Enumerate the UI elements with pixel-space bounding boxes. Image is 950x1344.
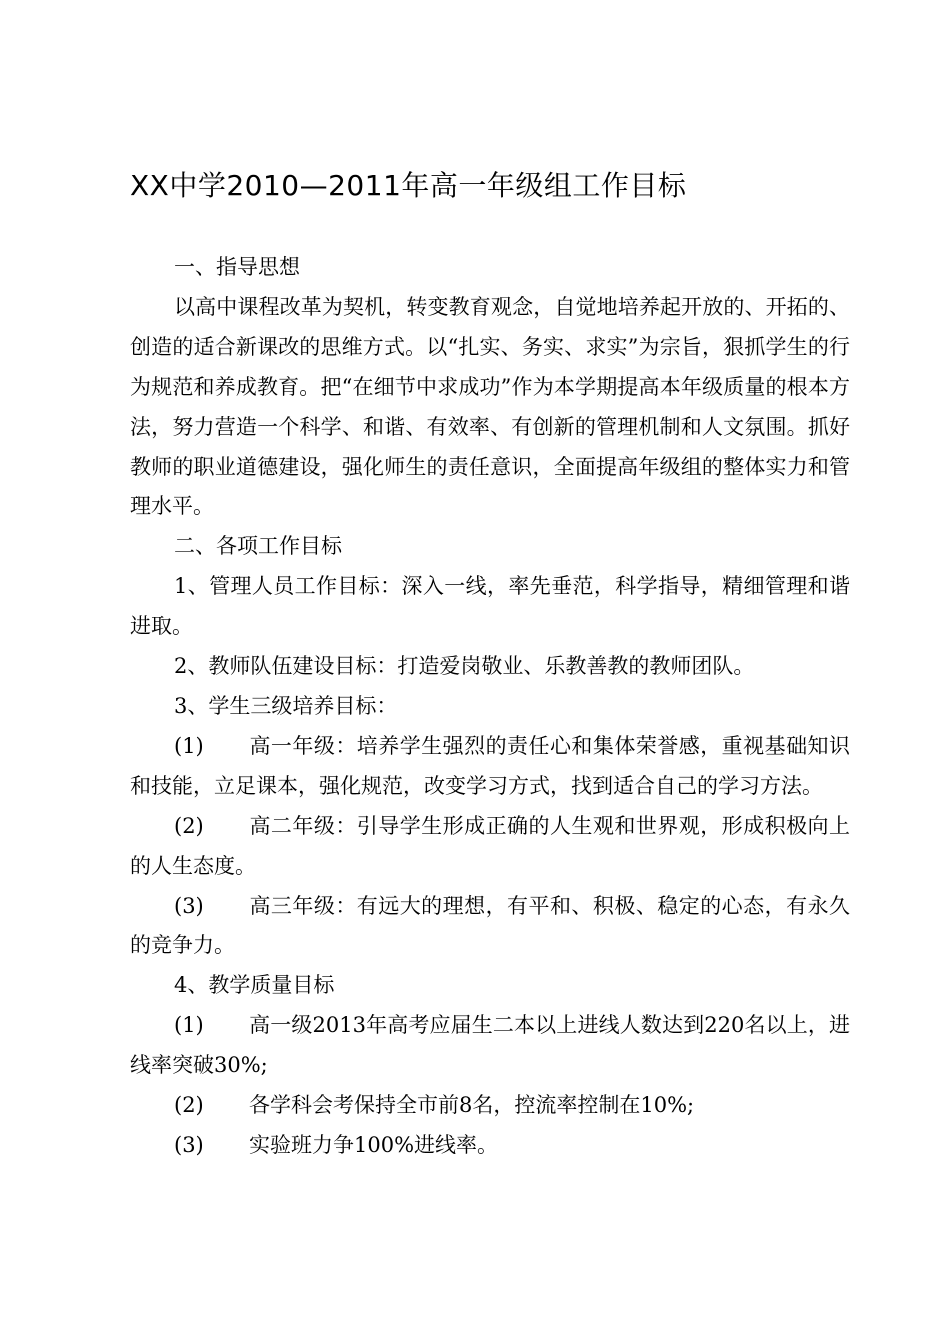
goal-teacher-team: 2、教师队伍建设目标：打造爱岗敬业、乐教善教的教师团队。 bbox=[174, 654, 755, 679]
list-item-number: (2) bbox=[174, 813, 204, 838]
list-item bbox=[130, 887, 850, 967]
list-item-number: (2) bbox=[174, 1093, 204, 1118]
guiding-ideology-paragraph: 以高中课程改革为契机，转变教育观念，自觉地培养起开放的、开拓的、创造的适合新课改的思维方式。以“扎实、务实、求实”为宗旨，狠抓学生的行为规范和养成教育。把“在细节中求成功”作为本学期提高本年级质量的根本方法，努力营造一个科学、和谐、有效率、有创新的管理机制和人文氛围。抓好教师的职业道德建设，强化师生的责任意识，全面提高年级组的整体实力和管理水平。 bbox=[130, 294, 850, 519]
section-heading-work-goals: 二、各项工作目标 bbox=[174, 534, 342, 559]
list-item-text: 各学科会考保持全市前8名，控流率控制在10%; bbox=[249, 1093, 695, 1118]
document-title: XX中学2010—2011年高一年级组工作目标 bbox=[130, 169, 687, 202]
list-item bbox=[130, 807, 850, 887]
list-item-text: 高一年级：培养学生强烈的责任心和集体荣誉感，重视基础知识和技能，立足课本，强化规范，改变学习方式，找到适合自己的学习方法。 bbox=[130, 733, 850, 798]
list-item-number: (1) bbox=[174, 1013, 204, 1038]
list-item-number: (1) bbox=[174, 733, 204, 758]
goal-teaching-quality-heading: 4、教学质量目标 bbox=[174, 973, 335, 998]
goal-management-staff: 1、管理人员工作目标：深入一线，率先垂范，科学指导，精细管理和谐进取。 bbox=[130, 574, 850, 639]
list-item-text: 实验班力争100%进线率。 bbox=[249, 1132, 499, 1157]
list-item-number: (3) bbox=[174, 1132, 204, 1157]
list-item-number: (3) bbox=[174, 893, 204, 918]
list-item bbox=[130, 727, 850, 807]
list-item bbox=[130, 1086, 850, 1126]
goal-student-cultivation-heading: 3、学生三级培养目标： bbox=[174, 693, 398, 718]
list-item-text: 高三年级：有远大的理想，有平和、积极、稳定的心态，有永久的竞争力。 bbox=[130, 893, 850, 958]
list-item-text: 高一级2013年高考应届生二本以上进线人数达到220名以上，进线率突破30%; bbox=[130, 1013, 850, 1078]
list-item-text: 高二年级：引导学生形成正确的人生观和世界观，形成积极向上的人生态度。 bbox=[130, 813, 850, 878]
section-heading-guiding-ideology: 一、指导思想 bbox=[174, 255, 300, 279]
list-item bbox=[130, 1126, 850, 1166]
list-item bbox=[130, 1006, 850, 1086]
document-body bbox=[130, 248, 850, 1166]
